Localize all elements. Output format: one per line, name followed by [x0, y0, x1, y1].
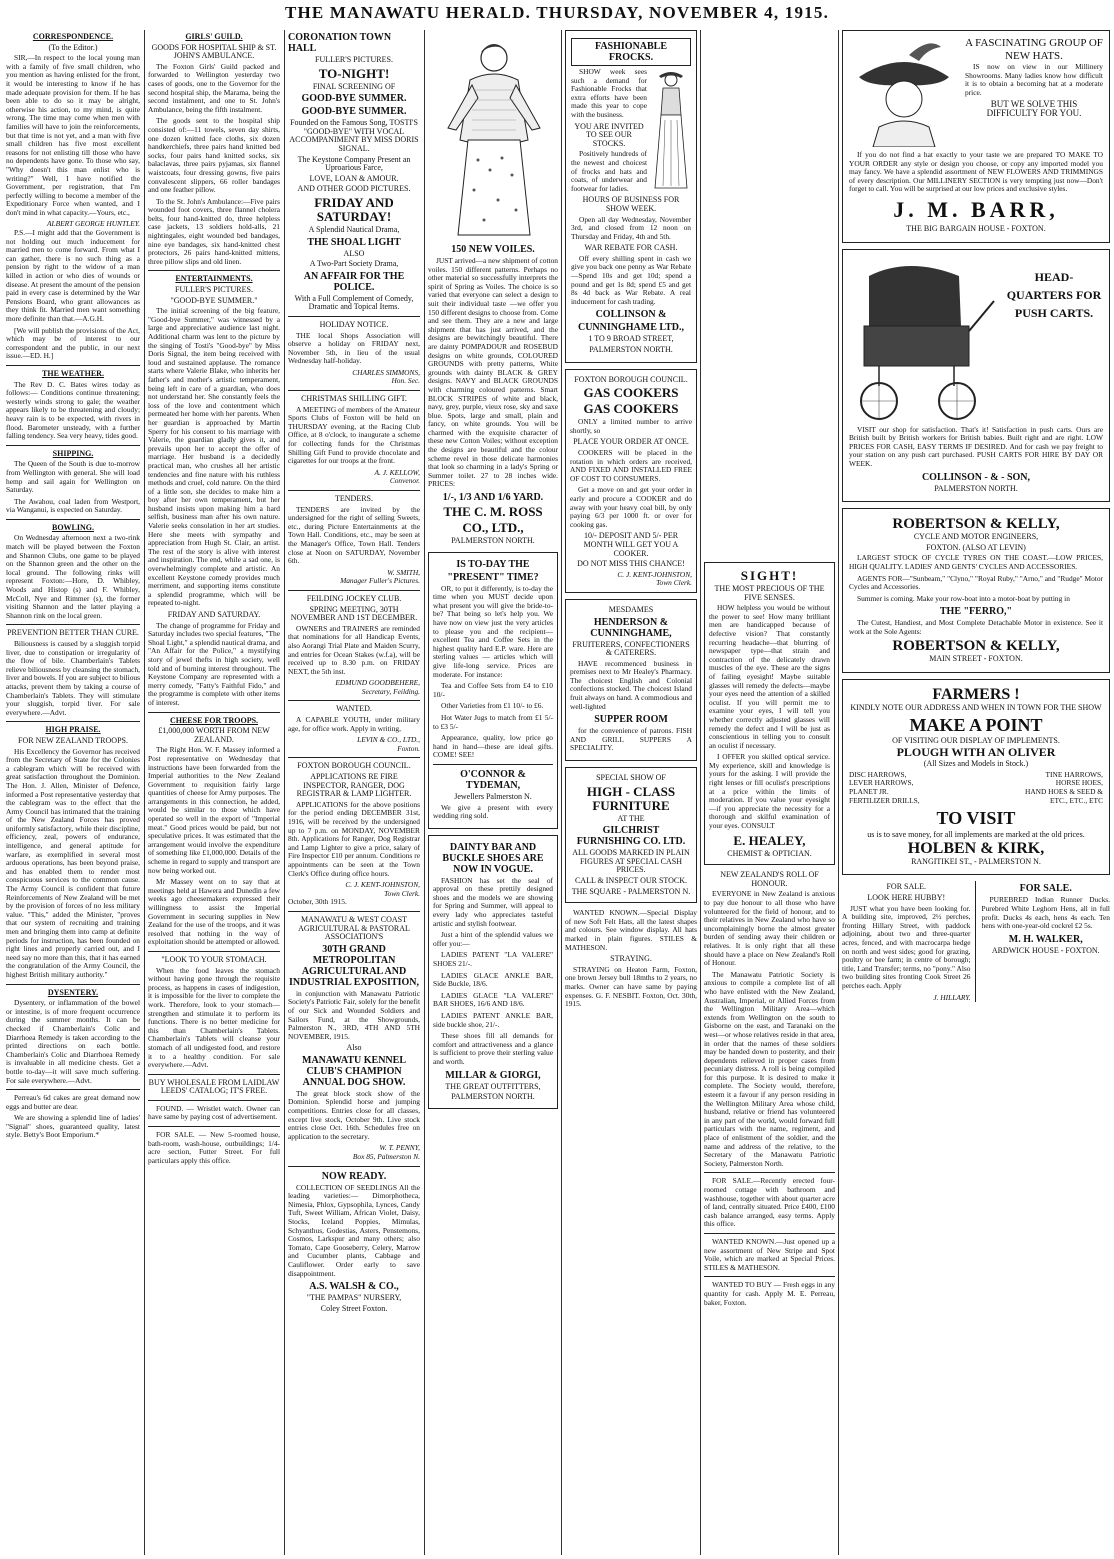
kennel-text: The great block stock show of the Dominion. Splendid horse and jumping competitions. Entries close for all classes, except live stock, October 9th. Live stock entries close Oct. 16th. Schedules free on application to the secretary. — [288, 1088, 420, 1141]
column-rule — [700, 30, 701, 1555]
implement-item: DISC HARROWS, — [849, 769, 907, 779]
implements-list — [849, 771, 1103, 805]
farmers-text-1: KINDLY NOTE OUR ADDRESS AND WHEN IN TOWN FOR THE SHOW — [850, 703, 1102, 713]
healey-name: E. HEALEY, — [733, 832, 806, 848]
roll-of-honour — [704, 871, 835, 1168]
girls-guild-text-3: To the St. John's Ambulance:—Five pairs wounded foot covers, three flannel cholera belts, four hand-knitted do, three helpless case jackets, 13 soldiers hold-alls, 21 nightingales, eight wounded bed bandages, nine eye bandages, six hand-knitted chest protectors, 26 pairs hand-knitted mittens, three pillow slips and old linen. — [148, 196, 280, 266]
dainty-item: LADIES GLACE "LA VALERE" BAR SHOES, 16/6 AND 18/6. — [433, 990, 553, 1009]
tenders-heading: TENDERS. — [335, 494, 373, 503]
divider — [704, 1233, 835, 1234]
oconnor-title: O'CONNOR & TYDEMAN, — [460, 768, 526, 791]
prams-ad — [842, 249, 1110, 503]
fullers-title: FULLER'S PICTURES. — [315, 55, 393, 64]
dainty-text: FASHION has set the seal of approval on these prettily designed shoes and the models we are showing for Spring and Summer, will appeal to every lady who appreciates tasteful artistic and stylish footwear. — [433, 875, 553, 928]
nautical-text: A Splendid Nautical Drama, — [308, 224, 400, 234]
henderson-small: MESDAMES — [608, 604, 654, 614]
correspondence-postscript: P.S.—I might add that the Government is not holding out much inducement for married men to come forward. From what I can gather, there is no such thing as a pension by right to the widow of a man killed in action or who dies of wounds or disease. At present the amount of the pension paid in every case is determined by the War Pensions Board, who grant allowances as they think fit. Married men want something more definite than that.—A.G.H. — [6, 228, 140, 323]
sight-title: SIGHT! — [740, 568, 799, 583]
entertainments-text-1: The initial screening of the big feature, "Good-bye Summer," was witnessed by a large and appreciative audience last night. Additional charm was lent to the picture by the singing of Tosti's "Good-bye" by Miss Doris Signal, the item being received with loud and sustained applause. The romance starts where Valerie Blake, who inherits her father's and mother's artistic temperament, being left in care of a guardian, who does not understand her. She constantly feels the loss of the love and contentment which permeated her home with her parents. When her guardian is approached by Martin Sperry for his consent to his marriage with Valerie, the guardian gladly gives it, and prevails upon her to accept the offer of marriage. Her husband is a decidedly practical man, who crushes all her artistic tendencies and fine nature with his ruthless methods and cruel, cold nature. On the third of a little son, she decides to make him a boy after her own temperament, but her husband insists upon making him a hard selfish, business man after his own nature. Valerie seeks consolation in her art studies. Here she meets with sympathy and appreciation from Hugh St. Clair, an artist. The rest of the story is alive with interest and inspiration. The end, while a sad one, is overwhelmingly complete and artistic. An excellent Keystone comedy provides much merriment, and supporting items constitute a splendid programme, which will be repeated to-night. — [148, 306, 280, 608]
robertson-text-1: LARGEST STOCK OF CYCLE TYRES ON THE COAST.—LOW PRICES, HIGH QUALITY. LADIES' AND GENTS' CYCLES AND ACCESSORIES. — [849, 553, 1103, 571]
holben-name: HOLBEN & KIRK, — [907, 839, 1045, 857]
forsale-notice: FOR SALE. — New 5-roomed house, bath-room, wash-house, outbuildings; 1/4-acre section, Futter Street. For full particulars apply this office. — [148, 1130, 280, 1165]
pram-image — [849, 256, 999, 426]
henderson-text-2: for the convenience of patrons. FISH AND GRILL SUPPERS A SPECIALITY. — [570, 726, 692, 753]
frocks-text-4: Off every shilling spent in cash we give you back one penny as War Rebate—Spend 10s and get 10d; spend a pound and get 1s 8d; spend £5 and get 8s 4d back as War Rebate. A real inducement for cash trading. — [571, 253, 691, 306]
farmers-title: FARMERS ! — [932, 686, 1020, 704]
millar-name: MILLAR & GIORGI, — [445, 1069, 541, 1081]
column-rule — [424, 30, 425, 1555]
other-pictures: AND OTHER GOOD PICTURES. — [297, 184, 411, 194]
divider — [433, 764, 553, 765]
shipping-text-1: The Queen of the South is due to-morrow from Wellington with general. She will load hemp and sail again for Wellington on Saturday. — [6, 459, 140, 495]
dainty-shoes-ad — [428, 835, 558, 1109]
holiday-sig-1: CHARLES SIMMONS, — [352, 367, 420, 377]
dysentery-heading: DYSENTERY. — [47, 987, 99, 997]
wanted-known-notice: WANTED KNOWN.—Special Display of new Soft Felt Hats, all the latest shapes and colours. See window display. All hats marked in plain figures. STILES & MATHESON. — [565, 908, 697, 952]
furniture-address: THE SQUARE - PALMERSTON N. — [571, 886, 691, 896]
friday-title: FRIDAY AND SATURDAY! — [314, 194, 394, 224]
borough-text: APPLICATIONS for the above positions for the period ending DECEMBER 31st, 1916, will be received by the undersigned up to 7 p.m. on MONDAY, NOVEMBER 8th. Applications for Ranger, Dog Registrar and Lamp Lighter to give a price, salary of Fire Inspector £10 per annum. Conditions re appointments can be seen at the Town Clerk's Office during office hours. — [288, 799, 420, 878]
lady-in-voile-dress-image — [428, 30, 558, 242]
walsh-address: Coley Street Foxton. — [320, 1303, 388, 1313]
tenders-sig-1: W. SMITH, — [387, 567, 420, 577]
ducks-text: PUREBRED Indian Runner Ducks. Purebred White Leghorn Hens, all in full profit. Ducks 4s each, hens 4s each. Ten hens with one-year-old cockrel £2 5s. — [981, 895, 1110, 931]
barr-text-2: BUT WE SOLVE THIS DIFFICULTY FOR YOU. — [986, 99, 1082, 118]
divider — [6, 984, 140, 985]
goodbye-title-2: GOOD-BYE SUMMER. — [301, 106, 407, 118]
goodbye-subheading: "GOOD-BYE SUMMER." — [170, 295, 258, 305]
barr-text-3: If you do not find a hat exactly to your taste we are prepared TO MAKE TO YOUR ORDER any style or design you choose, or copy any imported model you may fancy. We have a splendid assortment of NEW FLOWERS AND TRIMMINGS of every description. Our MILLINERY SECTION is very tempting just now—Don't forget to call. You will be surprised at our low prices and exclusive styles. — [849, 150, 1103, 194]
keystone-text: The Keystone Company Present an Uproarious Farce, — [297, 154, 411, 173]
sight-ad — [704, 562, 835, 865]
divider — [6, 445, 140, 446]
present-title-1: IS TO-DAY THE — [456, 558, 530, 570]
divider — [148, 1126, 280, 1127]
dainty-item: LADIES GLACE ANKLE BAR, Side Buckle, 18/6. — [433, 970, 553, 989]
collinson-name-2: CUNNINGHAME LTD., — [577, 322, 685, 334]
gas-title-2: GAS COOKERS — [583, 401, 679, 417]
ross-name-2: CO., LTD., — [462, 520, 524, 536]
editor-note: [We will publish the provisions of the Act, which may be of interest to our correspondent and the public, in our next issue.—ED. H.] — [6, 325, 140, 361]
oconnor-text: We give a present with every wedding ring sold. — [433, 802, 553, 821]
final-screening: FINAL SCREENING OF — [312, 81, 396, 91]
voiles-title: 150 NEW VOILES. — [451, 244, 535, 255]
two-part-text: A Two-Part Society Drama, — [309, 259, 399, 269]
dainty-title: DAINTY BAR AND BUCKLE SHOES ARE NOW IN VOGUE. — [442, 841, 544, 875]
voiles-prices: 1/-, 1/3 AND 1/6 YARD. — [442, 492, 544, 504]
cheese-heading: CHEESE FOR TROOPS. — [169, 715, 259, 725]
walsh-nursery: "THE PAMPAS" NURSERY, — [306, 1293, 402, 1303]
divider — [6, 624, 140, 625]
frocks-invited: YOU ARE INVITED TO SEE OUR STOCKS. — [574, 121, 644, 148]
gas-text-2: COOKERS will be placed in the rotation in which orders are received, AND FIXED AND INSTALLED FREE OF COST TO CONSUMERS. — [570, 448, 692, 483]
frocks-text-1: SHOW week sees such a demand for Fashionable Frocks that extra efforts have been made this year to cope with the business. — [571, 67, 647, 119]
dainty-item: LADIES PATENT ANKLE BAR, side buckle shoe, 21/-. — [433, 1011, 553, 1029]
present-title-2: "PRESENT" TIME? — [447, 571, 539, 583]
furniture-ad — [565, 767, 697, 903]
praise-subheading: FOR NEW ZEALAND TROOPS. — [18, 735, 128, 745]
bottom-ads — [842, 881, 1110, 1002]
complement-text: With a Full Complement of Comedy, Dramatic and Topical Items. — [294, 293, 414, 312]
jockey-text: OWNERS and TRAINERS are reminded that nominations for all Handicap Events, also Aorangi Trial Plate and Maiden Scurry, and entries for Ocean Stakes (w.f.a), will be received up to 8.30 p.m. on FRIDAY NEXT, the 5th inst. — [288, 623, 420, 676]
gas-cookers-ad — [565, 369, 697, 593]
kennel-sig-1: W. T. PENNY, — [379, 1143, 420, 1153]
frocks-text-2: Positively hundreds of the newest and choicest of frocks and hats and coats, of underwear and footwear for ladies. — [571, 149, 647, 193]
hubby-text: JUST what you have been looking for. A building site, improved, 2½ perches, fronting Hillary Street, with paddock adjoining, about two and three-quarter acres, fenced, and with macrocarpa hedge on north and west sides; good for grazing, poultry or bee farm; in centre of borough; title, Land Transfer; terms, no "pony." Also two building sites fronting Cook Street 26 perches each. Apply — [842, 903, 971, 990]
tenders-sig-2: Manager Fuller's Pictures. — [340, 576, 420, 586]
hubby-sig: J. HILLARY. — [933, 992, 971, 1002]
divider — [6, 519, 140, 520]
divider — [6, 721, 140, 722]
henderson-sub: FRUITERERS, CONFECTIONERS & CATERERS. — [572, 639, 690, 658]
collinson-son-sub: PALMERSTON NORTH. — [934, 483, 1018, 493]
jockey-heading: FEILDING JOCKEY CLUB. — [306, 593, 402, 603]
girls-guild-text-1: The Foxton Girls' Guild packed and forwarded to Wellington yesterday two cases of goods, one to the Governor for the second hospital ship, the Marama, being the second instalment, and one to St. John's Ambulance, being the fifth instalment. — [148, 61, 280, 114]
furniture-title: HIGH - CLASS FURNITURE — [586, 783, 676, 813]
tonight-title: TO-NIGHT! — [318, 65, 390, 81]
girls-guild-heading: GIRLS' GUILD. — [185, 32, 243, 41]
frocks-text-3: Open all day Wednesday, November 3rd, and closed from 12 noon on Thursday and Friday, 4th and 5th. — [571, 214, 691, 241]
divider — [704, 1172, 835, 1173]
frocks-hours: HOURS OF BUSINESS FOR SHOW WEEK. — [582, 195, 680, 213]
furniture-text: ALL GOODS MARKED IN PLAIN FIGURES AT SPECIAL CASH PRICES. — [572, 848, 690, 875]
divider — [288, 757, 420, 758]
divider — [288, 390, 420, 391]
divider — [6, 1089, 140, 1090]
column-1 — [6, 30, 140, 1557]
dysentery-text: Dysentery, or inflammation of the bowel or intestine, is of more frequent occurrence during the summer months. It can be checked if Chamberlain's Colic and Diarrhoea Remedy is taken according to the printed directions on each bottle. Chamberlain's Colic and Diarrhoea Remedy is invaluable in all medicine chests. Get a bottle to-day—it will save much suffering. For sale everywhere.—Advt. — [6, 998, 140, 1085]
borough-sig-1: C. J. KENT-JOHNSTON, — [345, 880, 420, 890]
coronation-heading: CORONATION TOWN HALL — [288, 32, 392, 54]
walsh-title: A.S. WALSH & CO., — [309, 1281, 399, 1293]
column-rule — [144, 30, 145, 1555]
to-editor: (To the Editor.) — [48, 42, 98, 52]
make-a-point: MAKE A POINT — [909, 714, 1043, 735]
now-ready-heading: NOW READY. — [321, 1170, 387, 1182]
wanted-known-2: WANTED KNOWN.—Just opened up a new assortment of New Stripe and Spot Voile, which are marked at Special Prices. STILES & MATHESON. — [704, 1236, 835, 1272]
stomach-text: When the food leaves the stomach without having gone through the requisite process, as happens in cases of indigestion, it is impossible for the liver to complete the work. Therefore, look to your stomach—strengthen and stimulate it to perform its functions. There is no better medicine for this than Chamberlain's Tablets. Chamberlain's Tablets will cleanse your stomach of all undigested food, and restore it to a healthy condition. For sale everywhere.—Advt. — [148, 965, 280, 1070]
borough-date: October, 30th 1915. — [288, 897, 347, 907]
holiday-text: THE local Shops Association will observe a holiday on FRIDAY next, November 5th, in lieu of the usual Wednesday half-holiday. — [288, 330, 420, 366]
stomach-heading: "LOOK TO YOUR STOMACH. — [161, 954, 267, 964]
column-4 — [428, 30, 558, 1557]
weather-text: The Rev D. C. Bates wires today as follows:— Conditions continue threatening; westerly winds strong to gale; the weather appears likely to be threatening and cloudy; heavy rain is to be expected, with rivers in flood. Barometer unsteady, with a further falling tendency. Sea very heavy, tides good. — [6, 379, 140, 441]
cheese-text-1: The Right Hon. W. F. Massey informed a Post representative on Wednesday that instructions have been forwarded from the Imperial authorities to the New Zealand Government to requisition fairly large quantities of cheese for Army purposes. The arrangements in this connection, he added, would be similar to those which have operated so well in the export of "Imperial meat." Good prices would be paid, but not speculative prices. It was estimated that the arrangement would involve the expenditure of something like £1,000,000. Details of the scheme in regard to supply and transport are now being worked out. — [148, 745, 280, 875]
seedlings-text: COLLECTION OF SEEDLINGS All the leading varieties:— Dimorphotheca, Nimesia, Phlox, Gypsophila, Lynces, Candy Tuft, Sweet William, African Violet, Daisy, Stocks, Iceland Poppies, Mimulas, Schyanthus, Godestias, Asters, Penstemons, Cosmos, Larkspur and many others; also Tomato, Cape Gooseberry, Celery, Marrow and Cucumber plants, Cabbage and Cauliflower. Order early to save disappointment. — [288, 1182, 420, 1278]
farmers-text-2: OF VISITING OUR DISPLAY OF IMPLEMENTS. — [892, 735, 1060, 745]
forsale-cottage: FOR SALE.—Recently erected four-roomed cottage with bathroom and washhouse, together with about quarter acre of land, centrally situated. Price £400, £100 cash balance arranged, easy terms. Apply this office. — [704, 1176, 835, 1229]
robertson-ad — [842, 508, 1110, 673]
implement-item: ETC., ETC., ETC — [1050, 795, 1103, 805]
entertainments-text-2: The change of programme for Friday and Saturday includes two special features, "The Shoal Light," a splendid nautical drama, and "An Affair for the Police," a mystifying story of jewel thefts in high society, well told and of burning interest throughout. The Keystone Company are represented with a merry comedy, "Fatty's Faithful Fido," and the programme is complete with other items of interest. — [148, 620, 280, 707]
voiles-text: JUST arrived—a new shipment of cotton voiles. 150 different patterns. Perhaps no other material so successfully interprets the spirit of Spring as Voiles. The choice is so varied that everyone can select a design to suit their individual taste —we offer you 150 different designs to choose from. Come and see them. They are a new and large shipment that has just arrived, and the designs are bewitchingly beautiful. There are dainty POMPADOUR and ROSEBUD designs on white grounds, COLOURED GROUNDS with pretty patterns, White grounds with dainty BLACK & GREY designs. NAVY and BLACK GROUNDS with charming coloured patterns. Smart BLOCK STRIPES of white and black, navy, grey, purple, vieux rose, sky and saxe blue. Spots, large and small, plain and fancy, on white grounds. You will be charmed with the exquisite character of these new Cotton Voiles; without exception the designs are beautiful and the colour scheme revel in those delicate harmonies that look so charming in a lady's Spring or Summer toilet. 27 to 28 inches wide. PRICES: — [428, 256, 558, 489]
wanted-to-buy: WANTED TO BUY — Fresh eggs in any quantity for cash. Apply M. E. Perreau, baker, Foxton. — [704, 1280, 835, 1307]
straying-text: STRAYING on Heaton Farm, Foxton, one brown Jersey bull 18mths to 2 years, no marks. Owner can have same by paying expenses. G. F. NESBIT. Foxton, Oct. 30th, 1915. — [565, 964, 697, 1009]
dainty-text-3: These shoes fill all demands for comfort and attractiveness and a glance is sufficient to prove their sterling value and worth. — [433, 1031, 553, 1066]
implement-item: PLANET JR. — [849, 787, 889, 797]
hubby-heading: FOR SALE. — [886, 882, 927, 892]
farmers-text-3: (All Sizes and Models in Stock.) — [923, 759, 1029, 769]
ducks-heading: FOR SALE. — [1019, 883, 1072, 895]
weather-heading: THE WEATHER. — [42, 368, 104, 378]
found-notice: FOUND. — Wristlet watch. Owner can have same by paying cost of advertisement. — [148, 1103, 280, 1122]
masthead: THE MANAWATU HERALD. THURSDAY, NOVEMBER 4, 1915. — [284, 3, 830, 22]
barr-text-1: IS now on view in our Millinery Showrooms. Many ladies know how difficult it is to obtain a becoming hat at a moderate price. — [965, 62, 1103, 97]
robertson-sub-1: CYCLE AND MOTOR ENGINEERS, — [913, 532, 1039, 542]
entertainments-heading: ENTERTAINMENTS. — [175, 274, 253, 284]
divider — [148, 270, 280, 271]
roll-text-1: EVERYONE in New Zealand is anxious to pay due honour to all those who have volunteered for the field of honour, and to their relatives in New Zealand who have so uncomplainingly borne the almost greater burden of sending away their children or relatives. It is only right that all these should have a place on New Zealand's Roll of Honour. — [704, 889, 835, 968]
present-text-4: Hot Water Jugs to match from £1 5/- to £3 5/- — [433, 712, 553, 731]
association-heading: MANAWATU & WEST COAST AGRICULTURAL & PASTORAL ASSOCIATION'S — [298, 914, 410, 942]
lady-in-hat-image — [849, 37, 959, 147]
divider — [288, 590, 420, 591]
jockey-subheading: SPRING MEETING, 30TH NOVEMBER AND 1ST DECEMBER. — [290, 604, 418, 623]
xmas-sig-2: Convenor. — [389, 476, 420, 486]
jockey-sig-1: EDMUND GOODBEHERE, — [335, 678, 420, 688]
roll-heading: NEW ZEALAND'S ROLL OF HONOUR. — [720, 870, 819, 888]
xmas-heading: CHRISTMAS SHILLING GIFT. — [301, 394, 407, 404]
millar-sub: THE GREAT OUTFITTERS, — [445, 1081, 541, 1091]
ross-name-1: THE C. M. ROSS — [443, 504, 543, 520]
divider — [288, 1166, 420, 1167]
column-5 — [565, 30, 697, 1557]
prevention-text: Biliousness is caused by a sluggish torpid liver, due to constipation or irregularity of the flow of bile. Chamberlain's Tablets relieve biliousness by cleansing the stomach, liver and bowels. If you are subject to bilious attacks, prevent them by taking a course of Chamberlain's Tablets. They will stimulate your sluggish, torpid liver. For sale everywhere.—Advt. — [6, 639, 140, 717]
borough-heading: FOXTON BOROUGH COUNCIL. — [297, 761, 411, 771]
jockey-sig-2: Secretary, Feilding. — [361, 686, 420, 696]
robertson-sub-3: MAIN STREET - FOXTON. — [929, 654, 1023, 664]
prams-text: VISIT our shop for satisfaction. That's it! Satisfaction in push carts. Ours are British built by British workers for British babies. Built right and are right. LOW PRICES FOR CASH, EASY TERMS IF DESIRED. And for cash we pay freight to your station on any push cart purchased. PUSH CARTS FOR HIRE BY DAY OR WEEK. — [849, 424, 1103, 468]
divider — [704, 1276, 835, 1277]
wanted-text: A CAPABLE YOUTH, under military age, for office work. Apply in writing, — [288, 715, 420, 733]
holben-address: RANGITIKEI ST., - PALMERSTON N. — [911, 856, 1041, 866]
hubby-title: LOOK HERE HUBBY! — [867, 893, 946, 902]
column-3 — [288, 30, 420, 1557]
oconnor-line: Jewellers Palmerston N. — [454, 791, 532, 801]
frocks-title: FASHIONABLE FROCKS. — [571, 38, 691, 66]
to-visit: TO VISIT — [936, 808, 1016, 829]
fullers-subheading: FULLER'S PICTURES. — [175, 285, 253, 295]
henderson-text: HAVE recommenced business in premises next to Mr Healey's Pharmacy. The choicest English and Colonial confections stocked. The choicest Island fruit always on hand. A commodious and well-lighted — [570, 658, 692, 711]
gas-title-1: GAS COOKERS — [583, 385, 679, 401]
ross-address: PALMERSTON NORTH. — [451, 536, 535, 546]
robertson-text-3: Summer is coming. Make your row-boat into a motor-boat by putting in — [857, 593, 1070, 603]
barr-name: J. M. BARR, — [893, 196, 1059, 222]
correspondence-heading: CORRESPONDENCE. — [32, 32, 114, 41]
dainty-item: LADIES PATENT "LA VALERE" SHOES 21/-. — [433, 950, 553, 969]
kennel-title: MANAWATU KENNEL CLUB'S CHAMPION ANNUAL DOG SHOW. — [302, 1054, 406, 1088]
hubby-ad — [842, 881, 976, 1002]
correspondence-signature: ALBERT GEORGE HUNTLEY. — [46, 219, 140, 229]
healey-role: CHEMIST & OPTICIAN. — [727, 848, 812, 858]
ducks-ad — [982, 881, 1111, 1002]
barr-hats-ad — [842, 30, 1110, 243]
present-text-2: Tea and Coffee Sets from £4 to £10 10/- — [433, 681, 553, 699]
friday-saturday: FRIDAY AND SATURDAY. — [167, 610, 261, 619]
praise-text: His Excellency the Governor has received from the Secretary of State for the Colonies a cablegram which will be received with great satisfaction throughout the Dominion. The Hon. J. Allen, Minister of Defence, informed a Post representative yesterday that the cablegram was to the effect that the Army Council has intimated that the training of the New Zealand Forces has proved uniformly satisfactory, while their discipline, efficiency, zeal, powers of endurance, intelligence, and general aptitude for warfare, as exemplified in several most arduous operations, has been beyond praise, and has enabled them to render most conspicuous services to the common cause. The Army Council is confident that future Reinforcements of New Zealand will be met by the provision of forces of no less military value. "This," added the Minister, "proves that our system of recruiting and training men and bringing them into camp at definite periods for instruction, has been founded on right lines and properly carried out, and I need say no more than this, that it has earned the congratulation of the Army Council, the highest British military authority." — [6, 746, 140, 979]
robertson-sub-2: FOXTON. (ALSO AT LEVIN) — [926, 542, 1026, 552]
bowling-text: On Wednesday afternoon next a two-rink match will be played between the Foxton and Shannon Clubs, one game to be played on the Shannon green and the other on the local ground. The following rinks will represent Foxton:—Hore, D. Whibley, Woods and Histop (s) and F. Whibley, McColl, Nye and Rimmer (s), the former visiting Shannon and the latter playing a Shannon rink on the local green. — [6, 533, 140, 620]
holiday-heading: HOLIDAY NOTICE. — [319, 319, 389, 329]
correspondence-letter: SIR,—In respect to the local young man with a family of five small children, who you mention as having enlisted for the front, it would be interesting to know if he has made adequate provision for them. If he has been able to do so it may be alright, otherwise his action, to my mind, is quite wrong. The time may come when men with families will have to join the reinforcements, but that time is not yet, and a man with five small children has five most excellent reasons for not enlisting till those who have no dependents have gone. To those who say, "Why doesn't this man enlist who is writing?" Well, I have notified the Government, per registration, that I'm perfectly willing to become a member of the Expeditionary Force when wanted, and I don't mind in what capacity.—Yours, etc., — [6, 53, 140, 217]
implement-item: LEVER HARROWS, — [849, 778, 914, 788]
girls-guild-subheading: GOODS FOR HOSPITAL SHIP & ST. JOHN'S AMBULANCE. — [151, 42, 277, 61]
praise-heading: HIGH PRAISE. — [45, 725, 101, 735]
plough-title: PLOUGH WITH AN OLIVER — [896, 745, 1056, 760]
collinson-son-name: COLLINSON - & - SON, — [921, 471, 1031, 483]
sight-text-2: I OFFER you skilled optical service. My experience, skill and knowledge is yours for the asking. I will provide the right lenses or fill oculist's prescriptions at a price within the limits of moderation. If you value your eyesight—if you appreciate the necessity for a thorough and skilful examination of your eyes. CONSULT — [709, 752, 830, 831]
prams-title: HEAD-QUARTERS FOR PUSH CARTS. — [1006, 269, 1102, 320]
betty-notice: We are showing a splendid line of ladies' "Signal" shoes, guaranteed quality, latest style. Betty's Boot Emporium.* — [6, 1113, 140, 1140]
divider — [148, 1100, 280, 1101]
wanted-sig-2: Foxton. — [397, 743, 420, 753]
exposition-title: 30TH GRAND METROPOLITAN AGRICULTURAL AND INDUSTRIAL EXPOSITION, — [288, 943, 420, 988]
girls-guild-text-2: The goods sent to the hospital ship consisted of:—11 towels, seven day shirts, one dozen knitted face cloths, six dozen handkerchiefs, three pairs hand knitted bed socks, four pairs hand knitted socks, six balaclavas, three pairs pyjamas, six flannel waistcoats, four dressing gowns, five pairs convalescent slippers, 66 roller bandages and one feather pillow. — [148, 116, 280, 195]
sight-text-1: HOW helpless you would be without the power to see! How many brilliant men are handicapped because of defective vision? That constantly recurring headache—that blurring of newspaper type—that strain and contraction of the delicately drawn muscles of the eye. These are the signs of failing eyesight! Maybe suitable glasses will remedy the defects—maybe your eyes need the attention of a skilled oculist. If you will permit me to examine your eyes, I will tell you whether correctly adjusted glasses will remedy the defect and I will be just as conscientious in telling you to consult an oculist if necessary. — [709, 603, 830, 750]
gilchrist-name: GILCHRIST FURNISHING CO. LTD. — [576, 825, 686, 848]
gas-borough-heading: FOXTON BOROUGH COUNCIL. — [574, 374, 688, 384]
wanted-sig-1: LEVIN & CO., LTD., — [357, 735, 420, 745]
laidlaw-ad: BUY WHOLESALE FROM LAIDLAW LEEDS' CATALOG; IT'S FREE. — [148, 1077, 280, 1096]
divider — [288, 911, 420, 912]
goodbye-title-1: GOOD-BYE SUMMER. — [301, 93, 407, 105]
column-rule — [838, 30, 839, 1555]
present-text-1: OR, to put it differently, is to-day the time when you MUST decide upon what present you will give the bride-to-be? That being so let's help you. We have now on view just the very articles to please you and the recipient—excellent Tea and Coffee Sets in the highest quality hard E.P. ware. Here are sterling values — articles which will give life-long service. Prices are moderate. For instance: — [433, 583, 553, 679]
borough-subheading: APPLICATIONS RE FIRE INSPECTOR, RANGER, DOG REGISTRAR & LAMP LIGHTER. — [296, 772, 412, 799]
robertson-name-2: ROBERTSON & KELLY, — [892, 638, 1060, 655]
frocks-ad — [565, 30, 697, 363]
gas-place-order: PLACE YOUR ORDER AT ONCE. — [573, 437, 689, 447]
gas-text-1: ONLY a limited number to arrive shortly, so — [570, 417, 692, 435]
collinson-name-1: COLLINSON & — [595, 309, 667, 321]
present-text-5: Appearance, quality, low price go hand in hand—these are ideal gifts. COME! SEE! — [433, 733, 553, 760]
column-6 — [704, 30, 835, 1557]
borough-sig-2: Town Clerk. — [384, 888, 420, 898]
column-2 — [148, 30, 280, 1557]
henderson-ad — [565, 599, 697, 761]
perreau-notice: Perreau's 6d cakes are great demand now eggs and butter are dear. — [6, 1093, 140, 1111]
bowling-heading: BOWLING. — [51, 522, 94, 532]
cheese-subheading: £1,000,000 WORTH FROM NEW ZEALAND. — [158, 726, 270, 744]
xmas-text: A MEETING of members of the Amateur Sports Clubs of Foxton will be held on THURSDAY evening, at the Racing Club Office, at 8 o'clock, to inaugurate a scheme for collecting funds for the Christmas Shilling Gift Fund to provide chocolate and cigarettes for our troops at the front. — [288, 404, 420, 466]
walker-sub: ARDWICK HOUSE - FOXTON. — [991, 945, 1100, 955]
divider — [6, 365, 140, 366]
column-rule — [561, 30, 562, 1555]
robertson-text-4: The Cutest, Handiest, and Most Complete Detachable Motor in existence. See it work at the Sole Agents: — [849, 618, 1103, 636]
gas-sig-1: C. J. KENT-JOHNSTON, — [617, 569, 692, 579]
dainty-text-2: Just a hint of the splendid values we offer you:— — [433, 930, 553, 948]
implement-item: HORSE HOES, — [1055, 778, 1103, 788]
implements-right — [1025, 771, 1103, 805]
shipping-heading: SHIPPING. — [52, 448, 94, 458]
voiles-illustration — [428, 30, 558, 242]
walker-name: M. H. WALKER, — [1008, 933, 1083, 945]
prevention-heading: PREVENTION BETTER THAN CURE. — [7, 628, 139, 638]
millar-address: PALMERSTON NORTH. — [451, 1092, 535, 1102]
collinson-address-2: PALMERSTON NORTH. — [589, 345, 673, 355]
present-text-3: Other Varieties from £1 10/- to £6. — [441, 701, 544, 711]
tenders-text: TENDERS are invited by the undersigned for the right of selling Sweets, etc., during Picture Entertainments at the Town Hall. Conditions, etc., may be seen at the Manager's Office, Town Hall. Tenders close at Noon on SATURDAY, November 6th. — [288, 504, 420, 566]
xmas-sig-1: A. J. KELLOW, — [374, 467, 420, 477]
divider — [148, 712, 280, 713]
barr-sub: THE BIG BARGAIN HOUSE - FOXTON. — [906, 223, 1046, 233]
association-text: in conjunction with Manawatu Patriotic Society's Patriotic Fair, solely for the benefit of our Sick and Wounded Soldiers and Sailors Fund, at the Showgrounds, Palmerston N., 3RD, 4TH AND 5TH NOVEMBER, 1915. — [288, 988, 420, 1041]
also-text-2: Also — [346, 1043, 362, 1053]
gas-sig-2: Town Clerk. — [656, 578, 692, 588]
founded-text: Founded on the Famous Song, TOSTI'S "GOOD-BYE" WITH VOCAL ACCOMPANIMENT BY MISS DORIS SIGNAL. — [289, 118, 419, 153]
implement-item: FERTILIZER DRILLS, — [849, 795, 920, 805]
divider — [288, 700, 420, 701]
holiday-sig-2: Hon. Sec. — [391, 376, 420, 386]
gas-miss: DO NOT MISS THIS CHANCE! — [577, 559, 685, 569]
column-rule — [284, 30, 285, 1555]
furniture-at: AT THE — [617, 813, 645, 823]
implement-item: HAND HOES & SEED & — [1024, 787, 1103, 797]
furniture-pre: SPECIAL SHOW OF — [596, 773, 666, 783]
shipping-text-2: The Awahou, coal laden from Westport, via Wanganui, is expected on Saturday. — [6, 496, 140, 515]
farmers-ad — [842, 679, 1110, 875]
divider — [288, 316, 420, 317]
barr-hats-title: A FASCINATING GROUP OF NEW HATS. — [965, 37, 1103, 62]
frocks-rebate: WAR REBATE FOR CASH. — [584, 243, 678, 253]
supper-room: SUPPER ROOM — [594, 714, 668, 726]
kennel-sig-2: Box 85, Palmerston N. — [352, 1152, 420, 1162]
cheese-text-2: Mr Massey went on to say that at meetings held at Hawera and Dunedin a few weeks ago cheesemakers expressed their willingness to assist the Imperial Government in securing supplies in New Zealand for the use of the troops, and it was resolved that nothing in the way of exploitation should be attempted or allowed. — [148, 877, 280, 947]
gas-text-3: Get a move on and get your order in early and procure a COOKER and do away with your heavy coal bill, by only paying 6/3 per 1000 ft. or over for cooking gas. — [570, 485, 692, 529]
gas-deposit: 10/- DEPOSIT AND 5/- PER MONTH WILL GET YOU A COOKER. — [583, 531, 679, 558]
furniture-call: CALL & INSPECT OUR STOCK. — [574, 876, 688, 885]
robertson-text-2: AGENTS FOR—"Sunbeam," "Clyno," "Royal Ruby," "Arno," and "Rudge" Motor Cycles and Accessories. — [849, 573, 1103, 592]
henderson-title: HENDERSON & CUNNINGHAME, — [590, 616, 672, 639]
divider — [288, 490, 420, 491]
love-title: LOVE, LOAN & AMOUR. — [309, 173, 399, 183]
divider — [148, 1074, 280, 1075]
ferro-title: THE "FERRO," — [939, 606, 1013, 618]
also-text: ALSO — [343, 248, 365, 258]
affair-title: AN AFFAIR FOR THE POLICE. — [303, 270, 405, 293]
implement-item: TINE HARROWS, — [1045, 769, 1103, 779]
collinson-address-1: 1 TO 9 BROAD STREET, — [588, 334, 674, 344]
shoal-light-title: THE SHOAL LIGHT — [307, 236, 401, 248]
column-7 — [842, 30, 1110, 1557]
farmers-text-4: us is to save money, for all implements are marked at the old prices. — [867, 830, 1085, 840]
lady-in-frock-image — [651, 70, 691, 190]
present-time-ad — [428, 552, 558, 829]
wanted-heading: WANTED. — [336, 704, 372, 714]
divider — [148, 951, 280, 952]
sight-sub: THE MOST PRECIOUS OF THE FIVE SENSES. — [714, 584, 825, 602]
straying-heading: STRAYING. — [610, 954, 652, 964]
implements-left — [849, 771, 920, 805]
roll-text-2: The Manawatu Patriotic Society is anxious to compile a complete list of all who have enlisted with the New Zealand, Australian, Imperial, or Allied Forces from the Wellington Military Area—which extends from Wellington on the south to Gisborne on the east, and Taranaki on the west—or whose relatives reside in that area, in order that the names of these soldiers may be handed down to posterity, and their dependents relieved in proper cases from pecuniary distress. A roll is being compiled for this purpose. It is desired to make it complete. The Society would, therefore, esteem it a favour if any person residing in the Wellington Military Area whose child, husband, relative or friend has volunteered in any part of the world, would forward full particulars with the name, regiment, and place of enlistment of the soldier, and the name and address of the relative, to the Secretary of the Manawatu Patriotic Society, Palmerston North. — [704, 969, 835, 1168]
robertson-name: ROBERTSON & KELLY, — [892, 516, 1060, 533]
